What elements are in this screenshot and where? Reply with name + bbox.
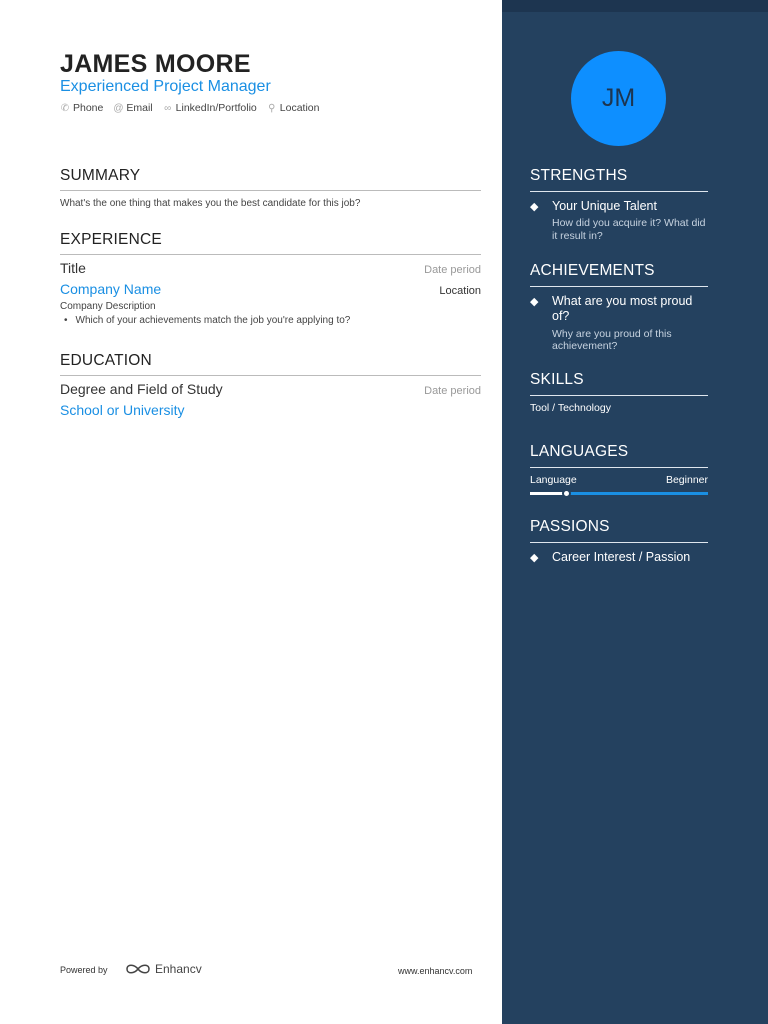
languages-section xyxy=(530,443,708,495)
contact-email-label: Email xyxy=(126,102,153,114)
company-name[interactable]: Company Name xyxy=(60,281,162,297)
experience-row-1 xyxy=(60,260,481,276)
location-icon: ⚲ xyxy=(268,102,276,114)
enhancv-logo[interactable] xyxy=(125,962,202,976)
strength-title: Your Unique Talent xyxy=(552,199,657,213)
skills-section xyxy=(530,371,708,414)
sidebar-top-bar xyxy=(502,0,768,12)
avatar[interactable]: JM xyxy=(571,51,666,146)
company-description[interactable]: Company Description xyxy=(60,301,156,312)
sidebar xyxy=(502,0,768,1024)
degree[interactable]: Degree and Field of Study xyxy=(60,381,223,397)
education-row-1 xyxy=(60,381,481,397)
achievement-item[interactable] xyxy=(530,294,708,353)
powered-by-label: Powered by xyxy=(60,965,108,975)
skills-title: SKILLS xyxy=(530,371,708,396)
language-level-knob[interactable] xyxy=(562,489,571,498)
summary-title: SUMMARY xyxy=(60,167,481,191)
summary-section xyxy=(60,167,481,209)
bullet-text: Which of your achievements match the job you're applying to? xyxy=(75,315,351,326)
language-level-fill xyxy=(530,492,566,495)
skill-item[interactable]: Tool / Technology xyxy=(530,402,611,414)
summary-text[interactable]: What's the one thing that makes you the best candidate for this job? xyxy=(60,198,361,209)
job-location[interactable]: Location xyxy=(439,285,481,297)
contact-location-label: Location xyxy=(279,102,320,114)
candidate-role: Experienced Project Manager xyxy=(60,78,271,95)
contact-phone[interactable] xyxy=(60,102,103,114)
education-title: EDUCATION xyxy=(60,352,481,376)
enhancv-brand: Enhancv xyxy=(155,962,202,976)
strength-desc: How did you acquire it? What did it result in? xyxy=(552,217,706,242)
contact-link-label: LinkedIn/Portfolio xyxy=(175,102,257,114)
passion-title: Career Interest / Passion xyxy=(552,550,691,564)
language-row[interactable] xyxy=(530,474,708,486)
achievements-section xyxy=(530,262,708,353)
strengths-title: STRENGTHS xyxy=(530,167,708,192)
diamond-icon: ◆ xyxy=(530,552,539,564)
education-row-2 xyxy=(60,402,481,418)
school-name[interactable]: School or University xyxy=(60,402,185,418)
achievement-desc: Why are you proud of this achievement? xyxy=(552,327,672,353)
education-date[interactable]: Date period xyxy=(424,385,481,397)
experience-section xyxy=(60,231,481,326)
contact-email[interactable] xyxy=(113,102,152,114)
language-level: Beginner xyxy=(665,474,708,486)
contact-location[interactable] xyxy=(267,102,320,114)
passion-item[interactable] xyxy=(530,550,708,565)
strengths-section xyxy=(530,167,708,242)
contact-phone-label: Phone xyxy=(73,102,104,114)
experience-title: EXPERIENCE xyxy=(60,231,481,255)
job-date[interactable]: Date period xyxy=(424,264,481,276)
diamond-icon: ◆ xyxy=(530,296,539,308)
education-section xyxy=(60,352,481,418)
email-icon: @ xyxy=(113,102,124,114)
achievement-bullet[interactable] xyxy=(60,315,481,326)
diamond-icon: ◆ xyxy=(530,201,539,213)
phone-icon: ✆ xyxy=(60,102,70,114)
passions-section xyxy=(530,518,708,565)
contact-list xyxy=(60,102,319,114)
language-name: Language xyxy=(530,474,577,486)
passions-title: PASSIONS xyxy=(530,518,708,543)
candidate-name: JAMES MOORE xyxy=(60,50,251,78)
language-level-bar[interactable] xyxy=(530,492,708,495)
achievements-title: ACHIEVEMENTS xyxy=(530,262,708,287)
enhancv-logo-icon xyxy=(125,962,151,976)
job-title[interactable]: Title xyxy=(60,260,86,276)
achievement-title: What are you most proud of? xyxy=(552,294,693,324)
languages-title: LANGUAGES xyxy=(530,443,708,468)
strength-item[interactable] xyxy=(530,199,708,242)
contact-link[interactable] xyxy=(163,102,257,114)
bullet-dot: • xyxy=(64,315,68,326)
link-icon: ∞ xyxy=(164,102,172,114)
footer-url[interactable]: www.enhancv.com xyxy=(398,966,473,976)
experience-row-2 xyxy=(60,281,481,297)
